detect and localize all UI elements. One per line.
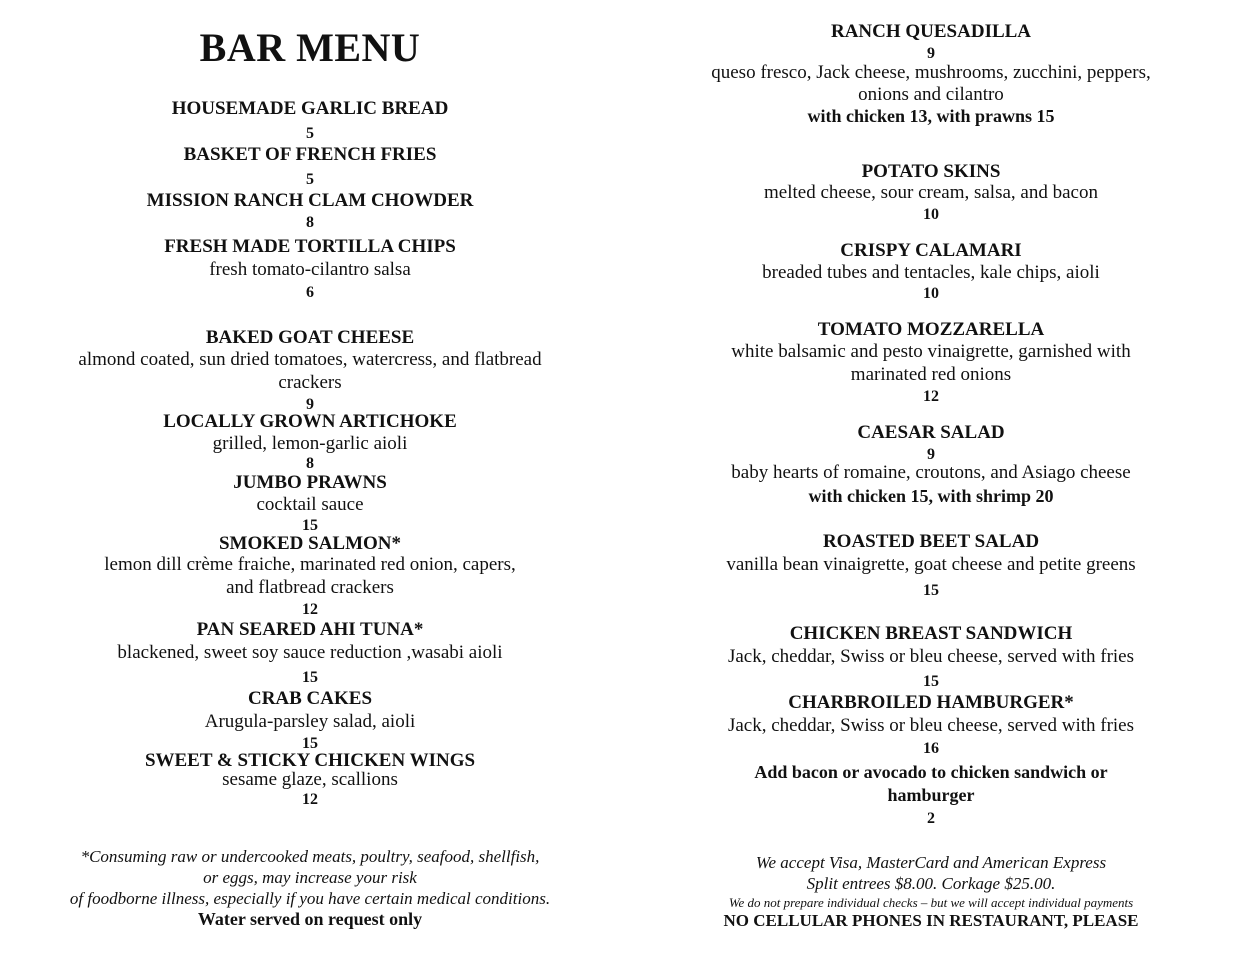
item-name: LOCALLY GROWN ARTICHOKE xyxy=(163,411,457,432)
item-desc: lemon dill crème fraiche, marinated red onion, capers, xyxy=(104,554,516,575)
item-desc: onions and cilantro xyxy=(858,84,1004,105)
item-desc: breaded tubes and tentacles, kale chips, aioli xyxy=(762,262,1100,283)
item-name: FRESH MADE TORTILLA CHIPS xyxy=(164,236,456,257)
item-name: SWEET & STICKY CHICKEN WINGS xyxy=(144,750,476,771)
phones-note: NO CELLULAR PHONES IN RESTAURANT, PLEASE xyxy=(723,911,1139,930)
item-price: 8 xyxy=(306,214,314,231)
item-price: 6 xyxy=(306,284,314,301)
item-desc: baby hearts of romaine, croutons, and Asiago cheese xyxy=(731,462,1131,483)
item-desc: grilled, lemon-garlic aioli xyxy=(212,433,408,454)
item-desc: Arugula-parsley salad, aioli xyxy=(204,711,416,732)
item-price: 10 xyxy=(923,285,939,302)
item-desc: marinated red onions xyxy=(850,364,1012,385)
item-price: 16 xyxy=(923,740,939,757)
item-price: 15 xyxy=(302,669,318,686)
item-price: 12 xyxy=(302,791,318,808)
item-price: 5 xyxy=(306,125,314,142)
item-name: HOUSEMADE GARLIC BREAD xyxy=(171,98,449,119)
checks-note: We do not prepare individual checks – but we will accept individual payments xyxy=(728,895,1134,910)
item-desc: fresh tomato-cilantro salsa xyxy=(209,259,411,280)
item-name: TOMATO MOZZARELLA xyxy=(817,319,1045,340)
item-desc: queso fresco, Jack cheese, mushrooms, zucchini, peppers, xyxy=(711,62,1151,83)
item-extra: with chicken 15, with shrimp 20 xyxy=(808,486,1054,506)
item-desc: melted cheese, sour cream, salsa, and bacon xyxy=(764,182,1098,203)
item-name: RANCH QUESADILLA xyxy=(830,21,1032,42)
item-name: CHICKEN BREAST SANDWICH xyxy=(789,623,1073,644)
item-price: 12 xyxy=(923,388,939,405)
item-desc: white balsamic and pesto vinaigrette, garnished with xyxy=(731,341,1131,362)
disclaimer-line: *Consuming raw or undercooked meats, poultry, seafood, shellfish, xyxy=(80,847,540,866)
item-name: CAESAR SALAD xyxy=(857,422,1005,443)
item-price: 9 xyxy=(927,45,935,62)
disclaimer-line: of foodborne illness, especially if you have certain medical conditions. xyxy=(69,889,551,908)
item-name: MISSION RANCH CLAM CHOWDER xyxy=(146,190,474,211)
item-desc: cocktail sauce xyxy=(256,494,364,515)
item-name: CRISPY CALAMARI xyxy=(840,240,1022,261)
item-desc: almond coated, sun dried tomatoes, watercress, and flatbread xyxy=(78,349,542,370)
disclaimer-line: or eggs, may increase your risk xyxy=(203,868,417,887)
item-name: POTATO SKINS xyxy=(861,161,1001,182)
addon-text: hamburger xyxy=(887,785,975,805)
water-note: Water served on request only xyxy=(197,909,423,929)
item-name: JUMBO PRAWNS xyxy=(233,472,387,493)
item-name: ROASTED BEET SALAD xyxy=(822,531,1040,552)
addon-text: Add bacon or avocado to chicken sandwich or xyxy=(754,762,1108,782)
item-price: 10 xyxy=(923,206,939,223)
payment-note: We accept Visa, MasterCard and American Express xyxy=(755,853,1107,872)
item-desc: Jack, cheddar, Swiss or bleu cheese, served with fries xyxy=(727,715,1135,736)
item-price: 9 xyxy=(306,396,314,413)
split-note: Split entrees $8.00. Corkage $25.00. xyxy=(806,874,1056,893)
item-desc: and flatbread crackers xyxy=(226,577,394,598)
item-name: PAN SEARED AHI TUNA* xyxy=(196,619,424,640)
item-desc: crackers xyxy=(278,372,342,393)
item-extra: with chicken 13, with prawns 15 xyxy=(807,106,1055,126)
item-price: 15 xyxy=(923,582,939,599)
addon-price: 2 xyxy=(927,810,935,827)
item-name: SMOKED SALMON* xyxy=(218,533,402,554)
item-name: CRAB CAKES xyxy=(247,688,373,709)
item-price: 8 xyxy=(306,455,314,472)
item-price: 5 xyxy=(306,171,314,188)
item-desc: Jack, cheddar, Swiss or bleu cheese, served with fries xyxy=(727,646,1135,667)
item-price: 12 xyxy=(302,601,318,618)
menu-title: BAR MENU xyxy=(199,25,421,70)
item-price: 15 xyxy=(302,735,318,752)
item-name: BAKED GOAT CHEESE xyxy=(205,327,415,348)
item-name: BASKET OF FRENCH FRIES xyxy=(183,144,437,165)
item-name: CHARBROILED HAMBURGER* xyxy=(788,692,1074,713)
item-price: 15 xyxy=(923,673,939,690)
item-desc: vanilla bean vinaigrette, goat cheese and petite greens xyxy=(726,554,1136,575)
item-desc: sesame glaze, scallions xyxy=(222,769,398,790)
item-desc: blackened, sweet soy sauce reduction ,wasabi aioli xyxy=(117,642,503,663)
item-price: 9 xyxy=(927,446,935,463)
item-price: 15 xyxy=(302,517,318,534)
